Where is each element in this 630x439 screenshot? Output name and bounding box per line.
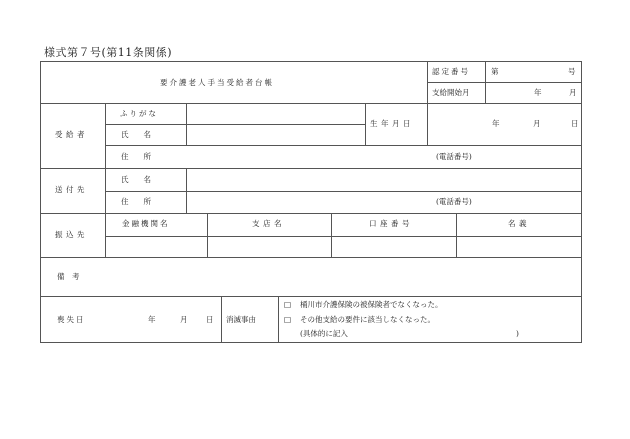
account-holder-label: 名義: [508, 219, 530, 228]
delivery-section-label: 送付先: [55, 185, 88, 194]
detail-open: (具体的に記入: [300, 329, 348, 338]
row-line: [40, 342, 582, 343]
col-line: [207, 213, 208, 257]
col-line: [186, 103, 187, 145]
row-line: [40, 61, 582, 62]
col-line: [365, 103, 366, 145]
delivery-name-label: 氏 名: [121, 175, 151, 184]
recipient-section-label: 受給者: [55, 130, 88, 139]
branch-name-label: 支店名: [252, 219, 285, 228]
cert-number-prefix: 第: [491, 67, 499, 76]
birth-day-unit: 日: [571, 119, 579, 128]
extinction-reason-label: 消滅事由: [226, 315, 256, 324]
loss-month-unit: 月: [180, 315, 188, 324]
birth-year-unit: 年: [492, 119, 500, 128]
birth-month-unit: 月: [533, 119, 541, 128]
col-line: [278, 296, 279, 342]
row-line: [427, 82, 582, 83]
checkbox-icon[interactable]: □: [284, 300, 292, 309]
reason-insured-lost: 桶川市介護保険の被保険者でなくなった。: [300, 300, 443, 309]
furigana-label: ふりがな: [120, 109, 158, 118]
detail-close: ): [516, 329, 519, 338]
loss-year-unit: 年: [148, 315, 156, 324]
row-line: [40, 213, 582, 214]
start-month-label: 支給開始月: [432, 88, 470, 97]
row-line: [105, 124, 365, 125]
row-line: [105, 191, 582, 192]
delivery-address-label: 住 所: [121, 197, 151, 206]
bank-name-label: 金融機関名: [122, 219, 170, 228]
cert-number-label: 認定番号: [432, 67, 470, 76]
row-line: [105, 236, 582, 237]
remarks-label: 備 考: [57, 272, 80, 281]
birthdate-label: 生年月日: [370, 119, 414, 128]
recipient-name-label: 氏 名: [121, 130, 151, 139]
row-line: [40, 257, 582, 258]
account-number-label: 口座番号: [369, 219, 413, 228]
col-line: [186, 168, 187, 213]
form-number: 様式第７号(第11条関係): [44, 46, 173, 59]
row-line: [40, 296, 582, 297]
col-line: [427, 61, 428, 103]
col-line: [485, 61, 486, 103]
recipient-phone-label: (電話番号): [436, 152, 472, 161]
start-year-unit: 年: [534, 88, 542, 97]
col-line: [331, 213, 332, 257]
col-line: [427, 103, 428, 145]
cert-number-suffix: 号: [568, 67, 576, 76]
row-line: [40, 103, 582, 104]
start-month-unit: 月: [569, 88, 577, 97]
checkbox-icon[interactable]: □: [284, 315, 292, 324]
loss-date-label: 喪失日: [57, 315, 86, 324]
col-line: [581, 61, 582, 343]
reason-requirements-unmet: その他支給の要件に該当しなくなった。: [300, 315, 435, 324]
col-line: [221, 296, 222, 342]
loss-day-unit: 日: [206, 315, 214, 324]
transfer-section-label: 振込先: [55, 230, 88, 239]
col-line: [456, 213, 457, 257]
col-line: [40, 61, 41, 343]
row-line: [105, 145, 582, 146]
delivery-phone-label: (電話番号): [436, 197, 472, 206]
row-line: [40, 168, 582, 169]
col-line: [105, 103, 106, 257]
recipient-address-label: 住 所: [121, 152, 151, 161]
register-title: 要介護老人手当受給者台帳: [160, 78, 274, 87]
